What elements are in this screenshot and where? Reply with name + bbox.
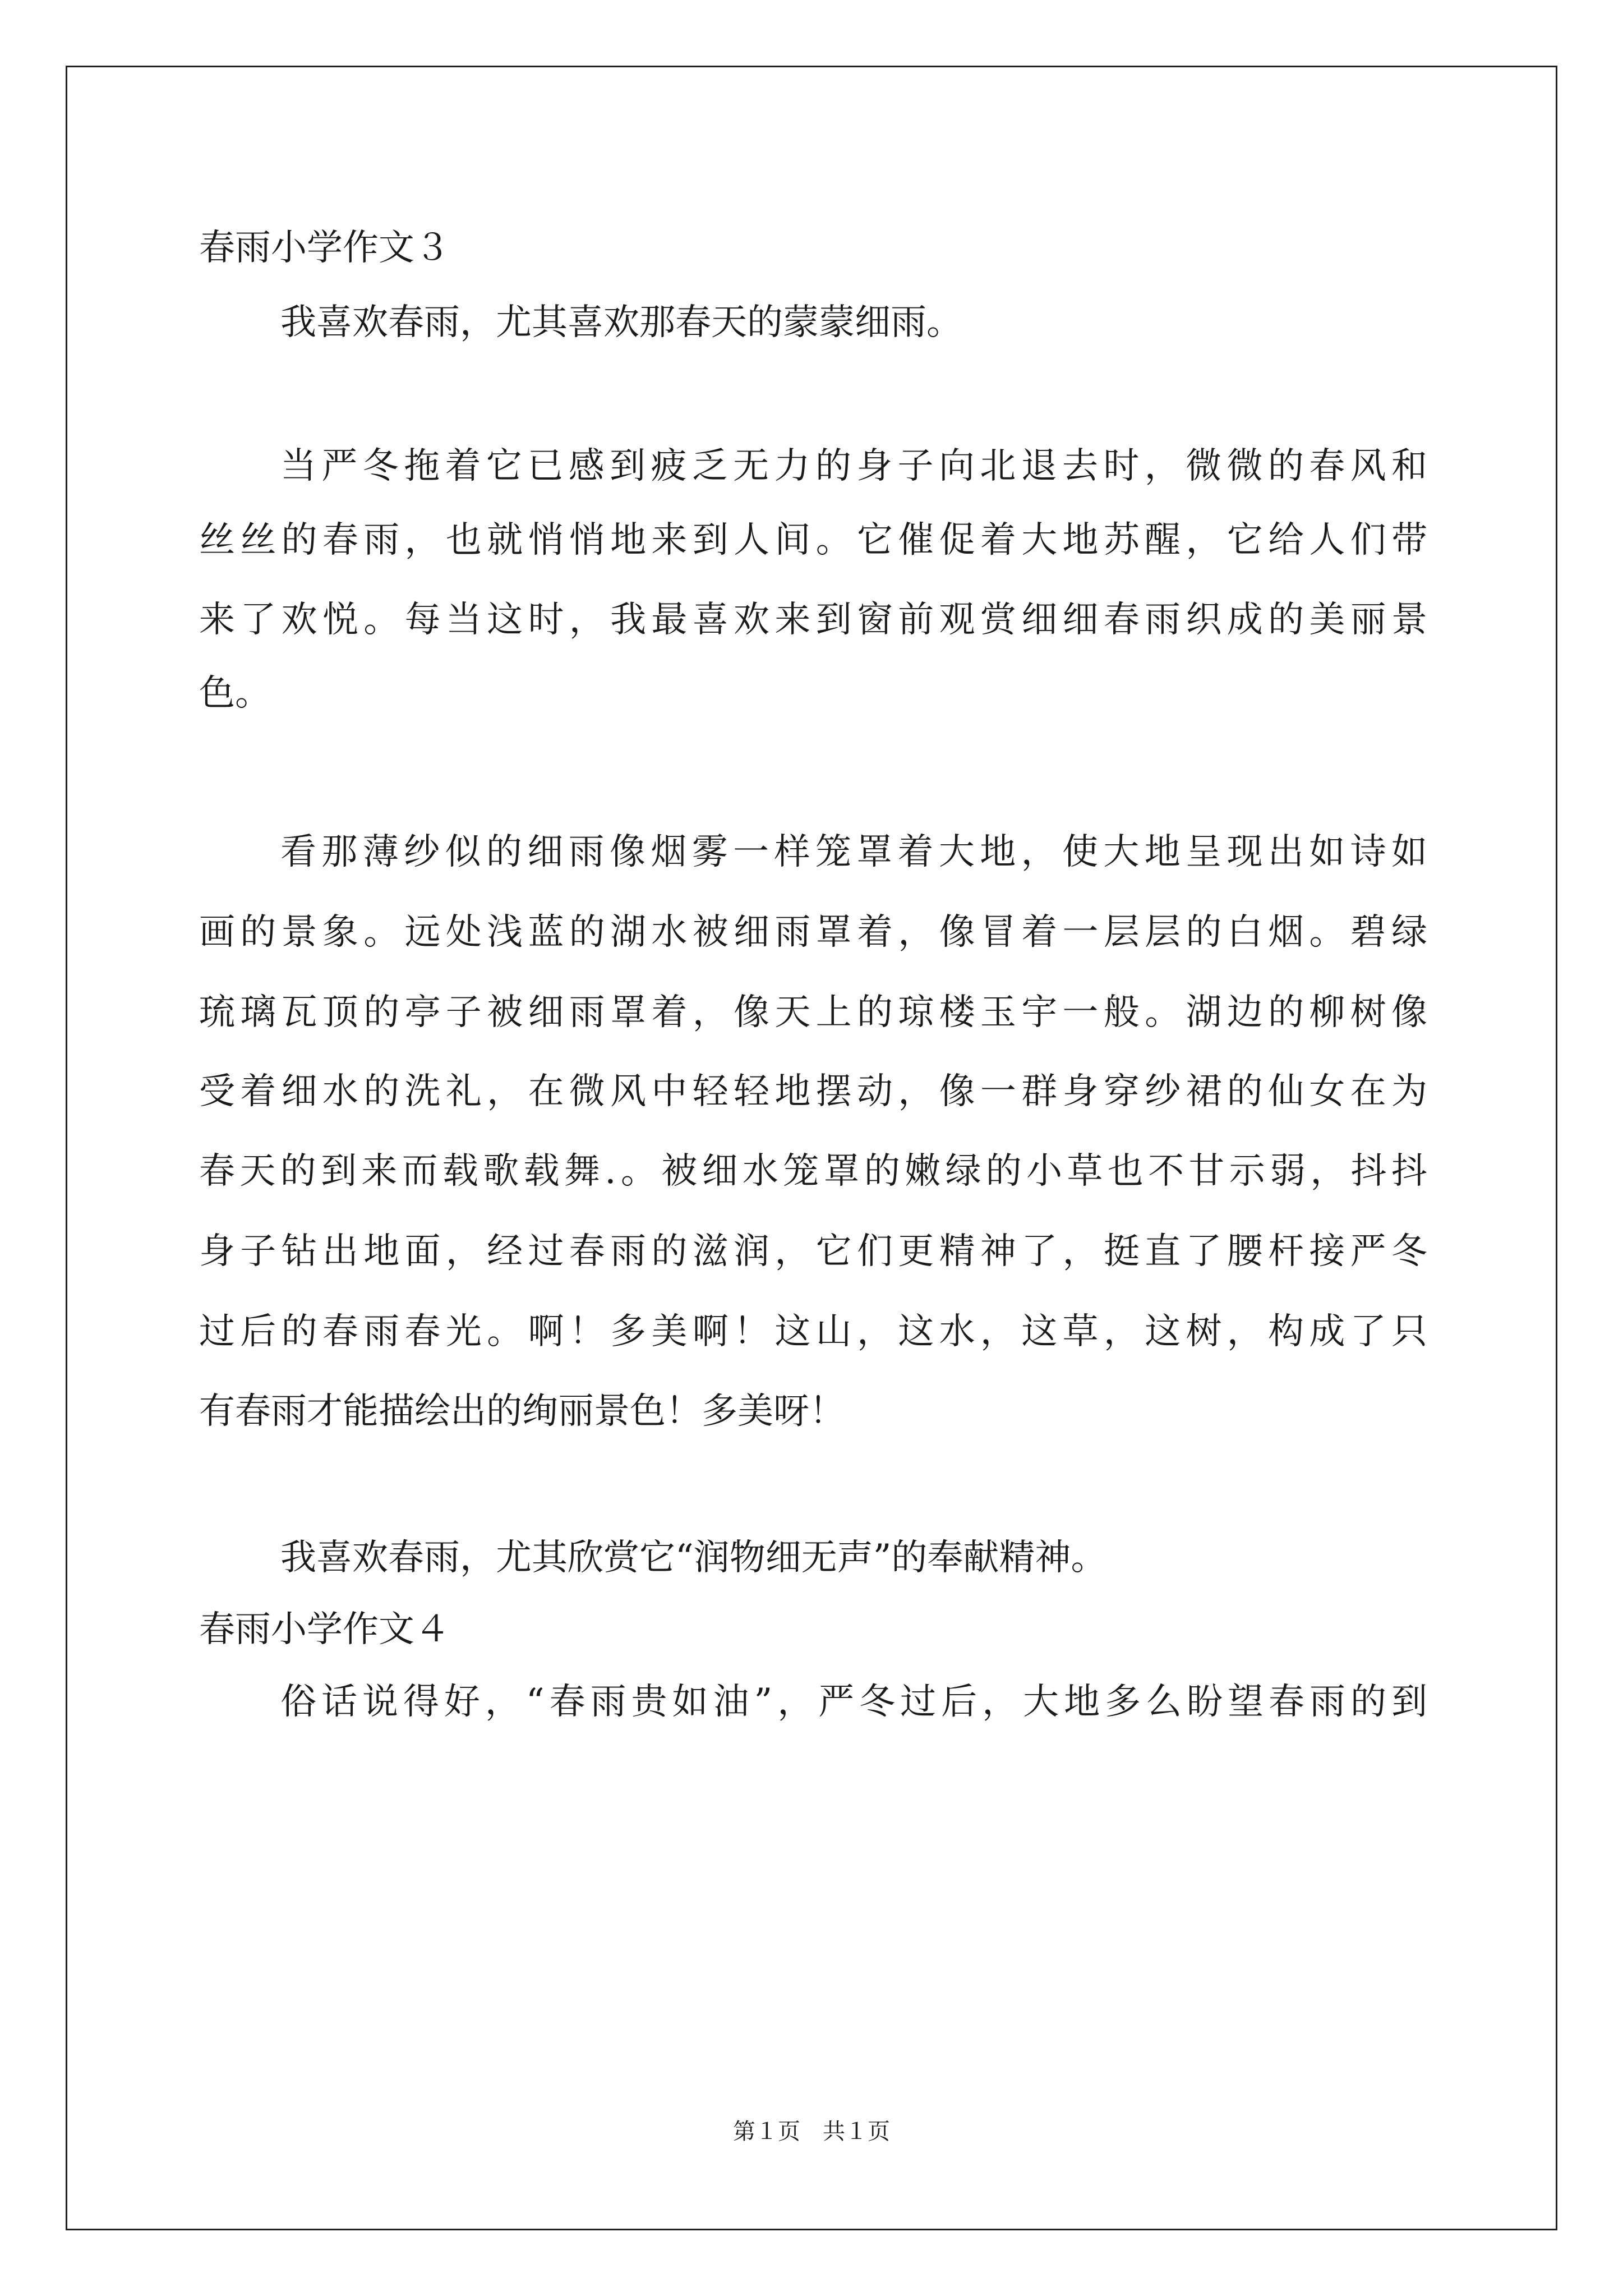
paragraph-line: 色。 [199, 673, 271, 714]
paragraph-line: 来了欢悦。每当这时，我最喜欢来到窗前观赏细细春雨织成的美丽景 [199, 599, 1427, 641]
paragraph-line: 俗话说得好，“春雨贵如油”，严冬过后，大地多么盼望春雨的到 [280, 1681, 1427, 1723]
paragraph-line: 琉璃瓦顶的亭子被细雨罩着，像天上的琼楼玉宇一般。湖边的柳树像 [199, 992, 1427, 1033]
paragraph-line: 过后的春雨春光。啊！多美啊！这山，这水，这草，这树，构成了只 [199, 1311, 1427, 1352]
paragraph-line: 丝丝的春雨，也就悄悄地来到人间。它催促着大地苏醒，它给人们带 [199, 519, 1427, 561]
paragraph-line: 身子钻出地面，经过春雨的滋润，它们更精神了，挺直了腰杆接严冬 [199, 1231, 1427, 1272]
paragraph-line: 受着细水的洗礼，在微风中轻轻地摆动，像一群身穿纱裙的仙女在为 [199, 1071, 1427, 1112]
page-border [66, 66, 1557, 2230]
page-footer: 第１页 共１页 [733, 2119, 890, 2145]
section-heading: 春雨小学作文４ [199, 1609, 450, 1650]
paragraph-line: 画的景象。远处浅蓝的湖水被细雨罩着，像冒着一层层的白烟。碧绿 [199, 912, 1427, 953]
paragraph-line: 看那薄纱似的细雨像烟雾一样笼罩着大地，使大地呈现出如诗如 [280, 831, 1427, 873]
section-heading: 春雨小学作文３ [199, 227, 450, 269]
paragraph-line: 我喜欢春雨，尤其喜欢那春天的蒙蒙细雨。 [280, 302, 962, 343]
paragraph-line: 当严冬拖着它已感到疲乏无力的身子向北退去时，微微的春风和 [280, 445, 1427, 487]
paragraph-line: 有春雨才能描绘出的绚丽景色！多美呀！ [199, 1391, 845, 1432]
paragraph-line: 我喜欢春雨，尤其欣赏它“润物细无声”的奉献精神。 [280, 1537, 1107, 1579]
paragraph-line: 春天的到来而载歌载舞.。被细水笼罩的嫩绿的小草也不甘示弱，抖抖 [199, 1151, 1427, 1192]
